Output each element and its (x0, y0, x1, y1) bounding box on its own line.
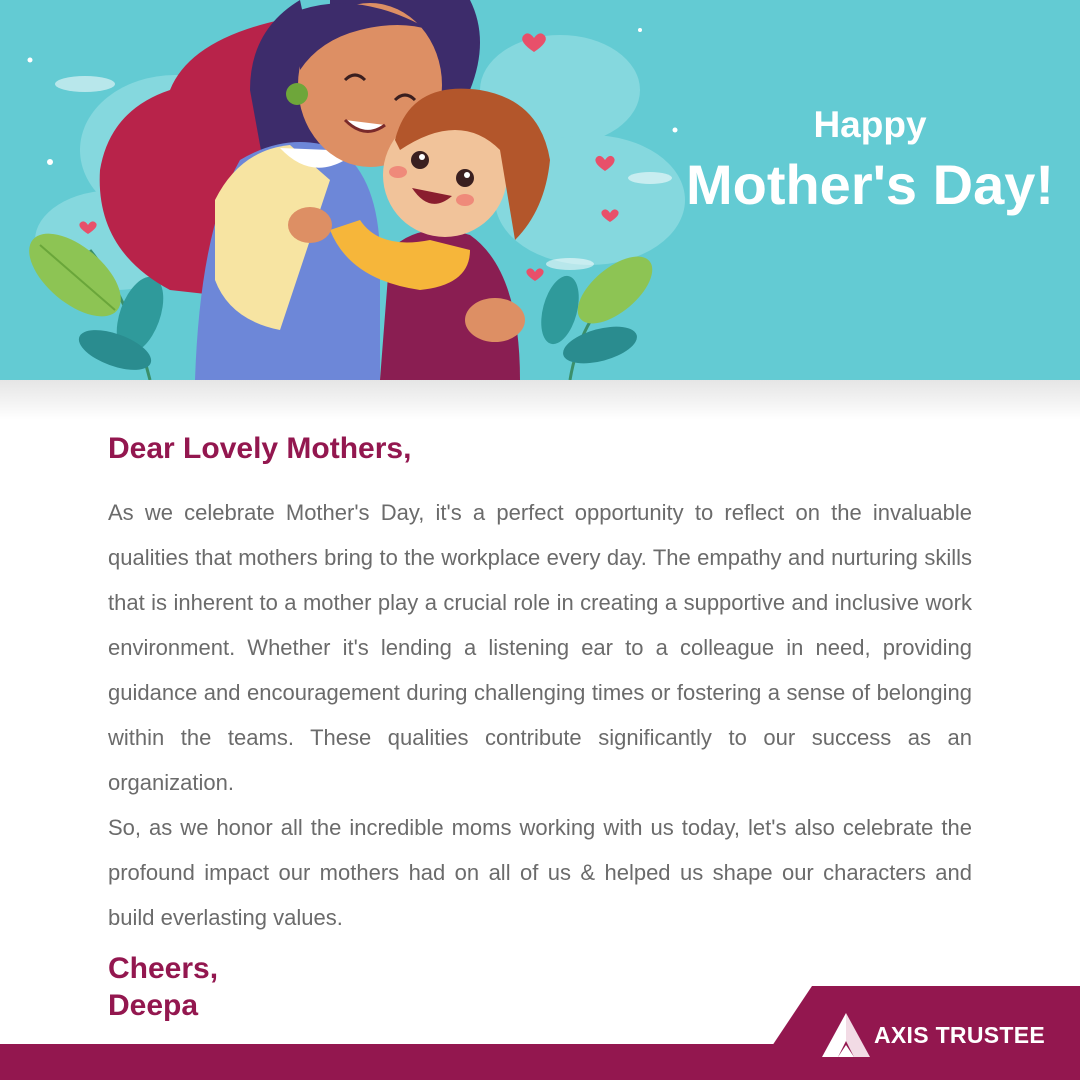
banner-shadow (0, 380, 1080, 420)
banner-title-happy: Happy (813, 104, 927, 145)
letter-paragraph: As we celebrate Mother's Day, it's a perfect opportunity to reflect on the invaluable qualities that mothers bring to the workplace every day. The empathy and nurturing skills that is inherent to a mother play a crucial role in creating a supportive and inclusive work environment. Whether it's lending a listening ear to a colleague in need, providing guidance and encouragement during challenging times or fostering a sense of belonging within the teams. These qualities contribute significantly to our success as an organization. (108, 500, 972, 795)
letter-signature: Deepa (108, 989, 199, 1022)
mother-hand (465, 298, 525, 342)
letter-greeting: Dear Lovely Mothers, (108, 432, 412, 465)
brand-name: AXIS TRUSTEE (874, 1021, 1046, 1048)
axis-a-logo-icon (820, 1011, 872, 1059)
brand-lockup (820, 1010, 1045, 1060)
letter-signoff (108, 950, 218, 1024)
letter-paragraph: So, as we honor all the incredible moms working with us today, let's also celebrate the profound impact our mothers had on all of us & helped us shape our characters and build everlasting values. (108, 815, 972, 930)
letter-body (108, 490, 972, 940)
hero-banner (0, 0, 1080, 380)
banner-title-mothers-day: Mother's Day! (685, 153, 1055, 216)
letter-closing: Cheers, (108, 952, 219, 985)
